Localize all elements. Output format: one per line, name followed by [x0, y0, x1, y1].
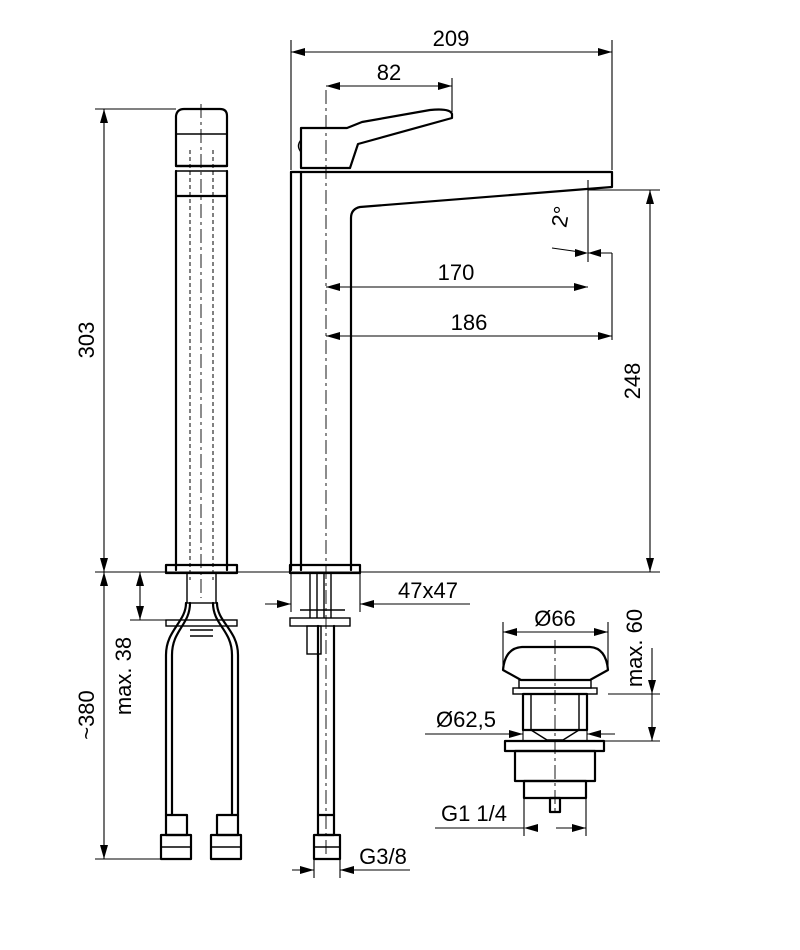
dim-spout-reach-186: 186	[450, 310, 488, 335]
waste-valve	[503, 640, 608, 815]
dim-handle-length: 82	[376, 60, 402, 85]
dim-overall-height: 303	[74, 321, 99, 359]
dim-hose-length: ~380	[74, 690, 99, 740]
dim-spout-height: 248	[620, 362, 645, 400]
dim-overall-width: 209	[432, 26, 470, 51]
dim-waste-head-height: max. 60	[622, 608, 647, 688]
dim-waste-head-diameter: Ø66	[534, 606, 576, 631]
front-view	[290, 90, 612, 860]
dim-waste-thread: G1 1/4	[440, 801, 508, 826]
side-view	[161, 104, 241, 859]
dim-waste-body-diameter: Ø62,5	[436, 707, 496, 732]
dim-base-size: 47x47	[398, 578, 458, 603]
dim-hose-thread: G3/8	[359, 844, 407, 869]
dim-spout-reach-170: 170	[437, 260, 475, 285]
dim-spout-angle: 2°	[546, 204, 575, 230]
dimension-labels	[74, 26, 647, 869]
dim-max-counter-thickness: max. 38	[111, 636, 136, 716]
